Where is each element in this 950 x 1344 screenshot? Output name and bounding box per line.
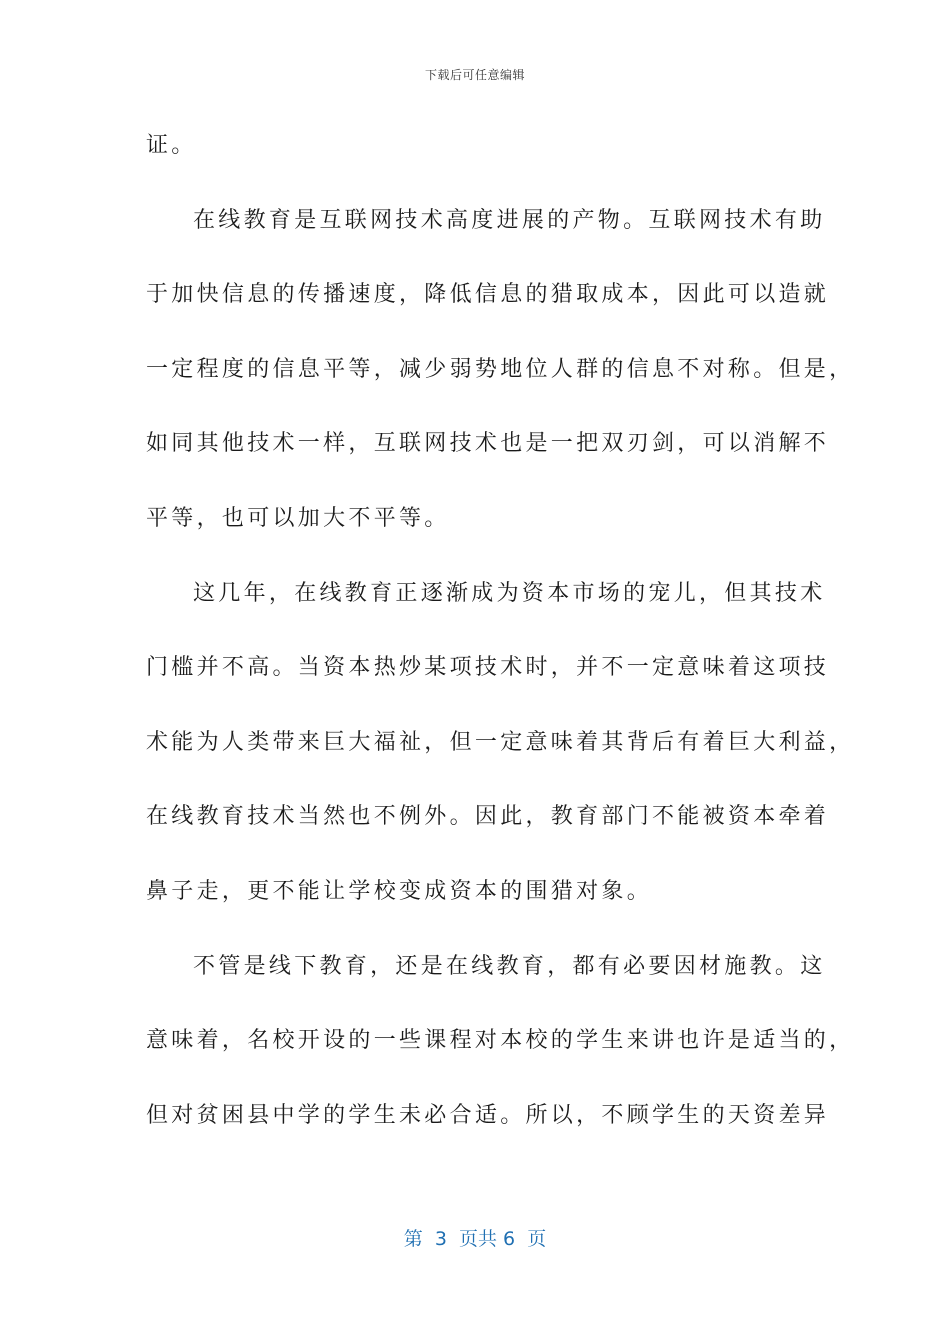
paragraph-line: 一定程度的信息平等，减少弱势地位人群的信息不对称。但是， xyxy=(146,356,855,382)
paragraph-line: 于加快信息的传播速度，降低信息的猎取成本，因此可以造就 xyxy=(146,282,830,308)
paragraph-line: 证。 xyxy=(146,133,197,158)
paragraph-line: 在线教育技术当然也不例外。因此，教育部门不能被资本牵着 xyxy=(146,804,830,830)
paragraph-line: 不管是线下教育，还是在线教育，都有必要因材施教。这 xyxy=(193,953,826,979)
page-number-footer: 第 3 页共 6 页 xyxy=(403,1228,547,1250)
paragraph-line: 在线教育是互联网技术高度进展的产物。互联网技术有助 xyxy=(193,207,826,233)
paragraph-line: 意味着，名校开设的一些课程对本校的学生来讲也许是适当的， xyxy=(146,1028,855,1054)
paragraph-line: 如同其他技术一样，互联网技术也是一把双刃剑，可以消解不 xyxy=(146,431,830,457)
paragraph-line: 平等，也可以加大不平等。 xyxy=(146,505,450,531)
paragraph-line: 鼻子走，更不能让学校变成资本的围猎对象。 xyxy=(146,878,653,904)
page-header: 下载后可任意编辑 xyxy=(424,68,525,82)
paragraph-line: 但对贫困县中学的学生未必合适。所以，不顾学生的天资差异 xyxy=(146,1102,830,1128)
paragraph-line: 这几年，在线教育正逐渐成为资本市场的宠儿，但其技术 xyxy=(193,580,826,606)
paragraph-line: 术能为人类带来巨大福祉，但一定意味着其背后有着巨大利益， xyxy=(146,729,855,755)
paragraph-line: 门槛并不高。当资本热炒某项技术时，并不一定意味着这项技 xyxy=(146,655,830,681)
document-body xyxy=(146,122,855,1166)
